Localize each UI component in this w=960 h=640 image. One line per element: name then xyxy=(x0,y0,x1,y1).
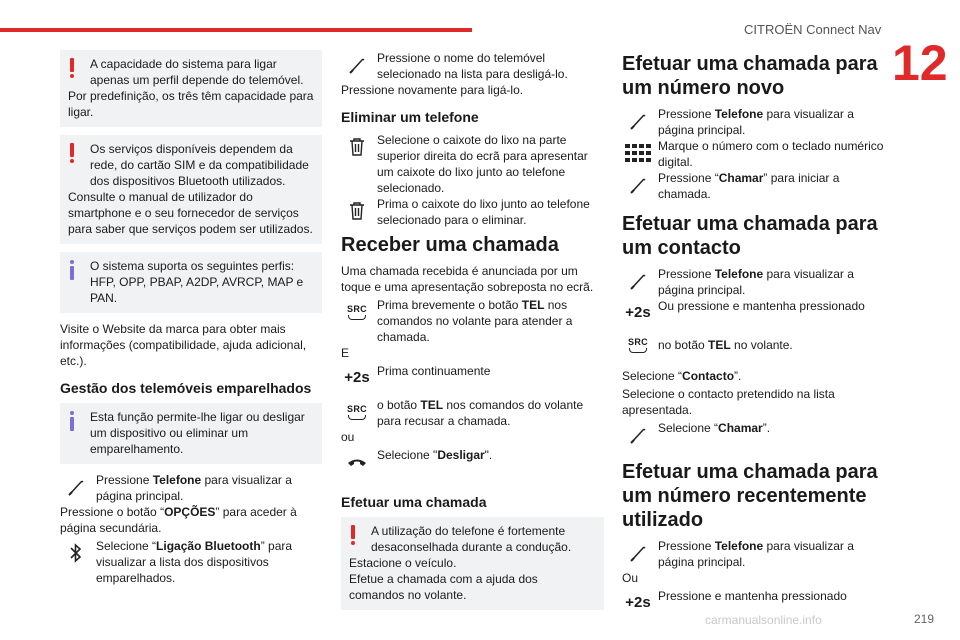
step-text: o botão TEL nos comandos do volante para recusar a chamada. xyxy=(377,398,584,428)
section-heading: Eliminar um telefone xyxy=(341,109,479,125)
hang-up-icon xyxy=(341,447,373,477)
step-text: Pressione Telefone para visualizar a página principal. xyxy=(658,107,854,137)
step-row xyxy=(341,447,604,477)
paragraph: Visite o Website da marca para obter mais informações (compatibilidade, ajuda adicional, etc.). xyxy=(60,322,307,368)
warning-text: Consulte o manual de utilizador do smartphone e o seu fornecedor de serviços para saber que serviços podem ser utilizados. xyxy=(68,190,313,236)
step-text: Pressione novamente para ligá-lo. xyxy=(341,83,524,97)
step-text: Pressione Telefone para visualizar a página principal. xyxy=(96,473,292,503)
connector-text: Ou xyxy=(622,571,639,585)
warning-icon xyxy=(70,143,74,163)
step-text: Ou pressione e mantenha pressionado xyxy=(658,299,865,313)
step-row xyxy=(622,106,884,138)
step-text: Pressione o nome do telemóvel selecionado na lista para desligá-lo. xyxy=(377,51,568,81)
page-heading: Efetuar uma chamada para um número recentemente utilizado xyxy=(622,461,878,531)
step-text: Selecione "Desligar". xyxy=(377,448,493,462)
long-press-icon: +2s xyxy=(344,369,370,386)
column-1 xyxy=(60,50,322,586)
info-text: O sistema suporta os seguintes perfis: HFP, OPP, PBAP, A2DP, AVRCP, MAP e PAN. xyxy=(90,259,304,305)
bluetooth-icon xyxy=(60,538,92,568)
step-row xyxy=(341,363,604,393)
step-text: Selecione “Chamar”. xyxy=(658,421,771,435)
step-text: Selecione “Contacto”. xyxy=(622,369,742,383)
phone-touch-icon xyxy=(60,472,92,502)
warning-text: A utilização do telefone é fortemente desaconselhada durante a condução. xyxy=(371,524,572,554)
trash-icon xyxy=(341,196,373,226)
step-text: Prima o caixote do lixo junto ao telefone selecionado para o eliminar. xyxy=(377,197,590,227)
connector-text: E xyxy=(341,346,350,360)
phone-touch-icon xyxy=(341,50,373,80)
info-icon xyxy=(70,260,74,280)
warning-box xyxy=(60,50,322,127)
column-2 xyxy=(341,50,604,618)
long-press-icon: +2s xyxy=(625,594,651,611)
step-row xyxy=(622,330,884,360)
phone-touch-icon xyxy=(622,538,654,568)
step-text: no botão TEL no volante. xyxy=(658,338,793,352)
step-text: Pressione e mantenha pressionado xyxy=(658,589,847,603)
step-row xyxy=(341,297,604,345)
paragraph: Uma chamada recebida é anunciada por um toque e uma apresentação sobreposta no ecrã. xyxy=(341,264,594,294)
step-text: Selecione “Ligação Bluetooth” para visualizar a lista dos dispositivos emparelhados. xyxy=(96,539,293,585)
step-row xyxy=(622,170,884,202)
page-heading: Efetuar uma chamada para um contacto xyxy=(622,213,878,259)
chapter-number: 12 xyxy=(892,35,948,91)
watermark: carmanualsonline.info xyxy=(705,613,822,627)
step-text: Selecione o caixote do lixo na parte superior direita do ecrã para apresentar um caixote do lixo junto ao telefone selecionado. xyxy=(377,133,588,195)
warning-box xyxy=(341,517,604,610)
info-box xyxy=(60,403,322,464)
step-row xyxy=(341,196,604,228)
warning-text: Efetue a chamada com a ajuda dos comandos no volante. xyxy=(349,572,538,602)
src-button-icon: SRC xyxy=(622,330,654,360)
step-row xyxy=(341,132,604,196)
warning-text: Estacione o veículo. xyxy=(349,556,457,570)
step-row xyxy=(622,266,884,298)
column-3 xyxy=(622,50,884,618)
step-row xyxy=(622,138,884,170)
header-title: CITROËN Connect Nav xyxy=(744,22,882,37)
step-row xyxy=(341,50,604,82)
warning-icon xyxy=(70,58,74,78)
section-heading: Gestão dos telemóveis emparelhados xyxy=(60,380,312,396)
page-heading: Receber uma chamada xyxy=(341,234,559,256)
step-row xyxy=(60,472,322,504)
step-row xyxy=(341,397,604,429)
warning-icon xyxy=(351,525,355,545)
warning-text: Os serviços disponíveis dependem da rede, do cartão SIM e da compatibilidade dos dispositivos Bluetooth utilizados. xyxy=(90,142,309,188)
page-heading: Efetuar uma chamada para um número novo xyxy=(622,53,878,99)
warning-box xyxy=(60,135,322,244)
info-box xyxy=(60,252,322,313)
info-text: Esta função permite-lhe ligar ou desligar um dispositivo ou eliminar um emparelhamento. xyxy=(90,410,305,456)
step-text: Prima brevemente o botão TEL nos comandos no volante para atender a chamada. xyxy=(377,298,573,344)
warning-text: Por predefinição, os três têm capacidade para ligar. xyxy=(68,89,314,119)
step-text: Pressione “Chamar” para iniciar a chamada. xyxy=(658,171,840,201)
step-row xyxy=(60,538,322,586)
phone-touch-icon xyxy=(622,266,654,296)
step-row xyxy=(622,420,884,450)
phone-touch-icon xyxy=(622,170,654,200)
warning-text: A capacidade do sistema para ligar apenas um perfil depende do telemóvel. xyxy=(90,57,304,87)
step-text: Pressione Telefone para visualizar a página principal. xyxy=(658,539,854,569)
step-text: Selecione o contacto pretendido na lista apresentada. xyxy=(622,387,835,417)
trash-icon xyxy=(341,132,373,162)
info-icon xyxy=(70,411,74,431)
step-row xyxy=(622,298,884,328)
step-text: Pressione o botão “OPÇÕES” para aceder à página secundária. xyxy=(60,505,297,535)
src-button-icon: SRC xyxy=(341,297,373,327)
section-heading: Efetuar uma chamada xyxy=(341,494,487,510)
step-row xyxy=(622,538,884,570)
phone-touch-icon xyxy=(622,420,654,450)
step-text: Pressione Telefone para visualizar a página principal. xyxy=(658,267,854,297)
keypad-icon xyxy=(622,138,654,168)
header-accent-bar xyxy=(0,28,472,32)
connector-text: ou xyxy=(341,430,355,444)
page-number: 219 xyxy=(914,612,935,626)
step-text: Marque o número com o teclado numérico digital. xyxy=(658,139,884,169)
step-text: Prima continuamente xyxy=(377,364,491,378)
phone-touch-icon xyxy=(622,106,654,136)
long-press-icon: +2s xyxy=(625,304,651,321)
src-button-icon: SRC xyxy=(341,397,373,427)
